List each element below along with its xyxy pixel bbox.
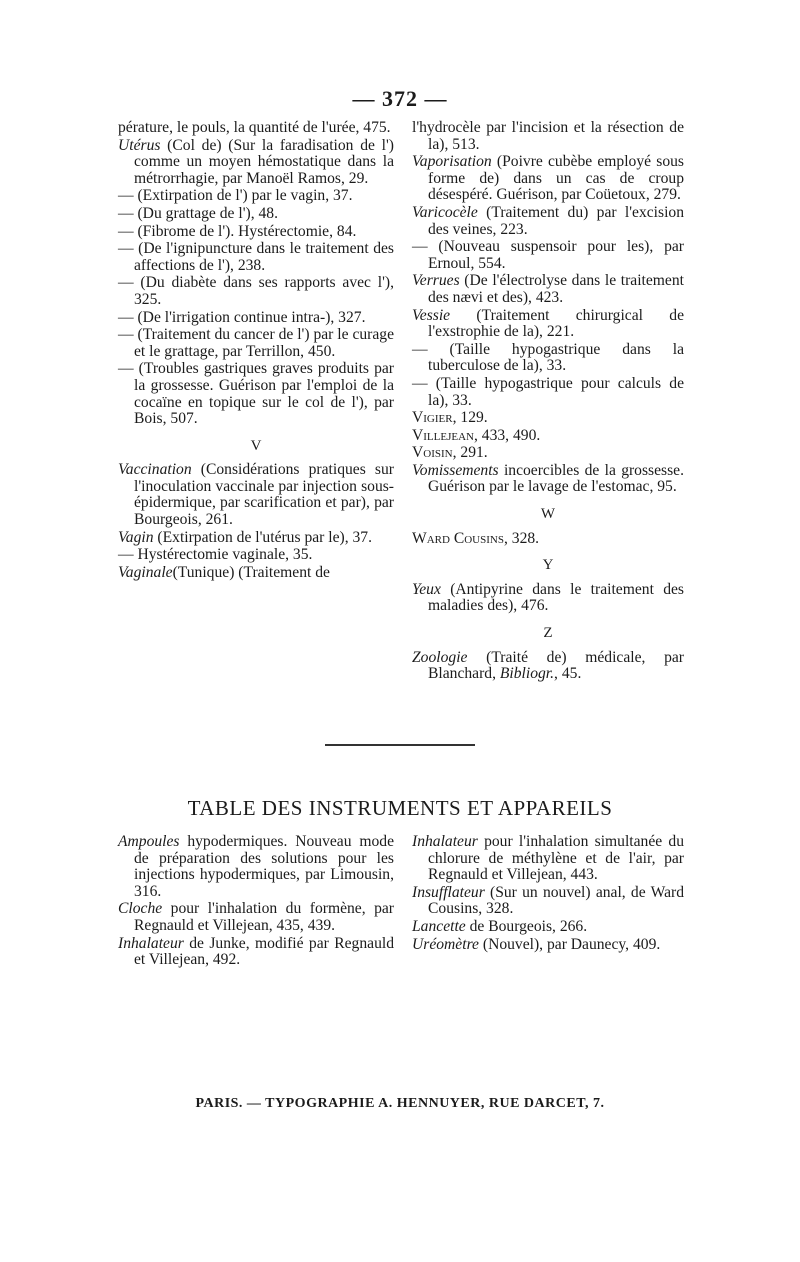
entry-term: Inhalateur (412, 833, 478, 850)
entry-text: de Junke, modifié par Regnauld et Villejean, 492. (134, 934, 394, 969)
entry-term: Utérus (118, 136, 161, 154)
entry-author: Vigier (412, 409, 453, 427)
entry-term: Vaccination (118, 461, 192, 479)
entry-text: — (Nouveau suspensoir pour les), par Ernoul, 554. (412, 238, 684, 272)
index-entry (412, 919, 684, 936)
index-entry (412, 650, 684, 683)
entry-text: incoercibles de la grossesse. Guérison par le lavage de l'estomac, 95. (428, 461, 684, 496)
index-entry (412, 445, 684, 462)
instruments-column-right (412, 834, 684, 954)
entry-term: Verrues (412, 272, 460, 290)
entry-term: Uréomètre (412, 935, 479, 953)
entry-text: pour l'inhalation simultanée du chlorure de méthylène et de l'air, par Regnauld et Villejean, 443. (428, 833, 684, 884)
index-entry (412, 376, 684, 409)
entry-text: (Sur un nouvel) anal, de Ward Cousins, 328. (428, 883, 684, 918)
index-entry (118, 275, 394, 308)
entry-text: (Considérations pratiques sur l'inoculation vaccinale par injection sous-épidermique, par scarification et par), par Bourgeois, 261. (134, 461, 394, 529)
entry-term: Vagin (118, 528, 154, 546)
entry-text: (Col de) (Sur la faradisation de l') comme un moyen hémostatique dans la métrorrhagie, par Manoël Ramos, 29. (134, 136, 394, 187)
entry-term: Bibliogr. (499, 665, 555, 683)
section-letter: W (540, 506, 556, 523)
section-title: TABLE DES INSTRUMENTS ET APPAREILS (187, 796, 613, 820)
entry-term: Yeux (412, 580, 441, 598)
entry-term: Lancette (412, 917, 466, 935)
entry-text: — (Fibrome de l'). Hystérectomie, 84. (118, 222, 357, 240)
section-letter: V (250, 437, 262, 454)
entry-text: (Traitement chirurgical de l'exstrophie de la), 221. (428, 306, 684, 341)
index-column-left (118, 120, 394, 582)
entry-term: Zoologie (412, 648, 468, 666)
index-entry (118, 530, 394, 547)
index-entry (118, 834, 394, 900)
index-entry (412, 410, 684, 427)
entry-text: — (Taille hypogastrique pour calculs de la), 33. (412, 374, 684, 409)
index-entry (412, 154, 684, 204)
index-entry (118, 138, 394, 188)
printer-imprint: PARIS. — TYPOGRAPHIE A. HENNUYER, RUE DARCET, 7. (195, 1096, 605, 1111)
entry-text: , 433, 490. (473, 426, 541, 444)
index-entry (412, 885, 684, 918)
index-entry (412, 342, 684, 375)
index-entry (118, 901, 394, 934)
entry-text: (De l'électrolyse dans le traitement des nævi et des), 423. (428, 272, 684, 306)
entry-text: de Bourgeois, 266. (465, 917, 588, 935)
entry-author: Ward Cousins (412, 529, 504, 547)
index-entry (412, 273, 684, 306)
index-entry (118, 361, 394, 427)
index-entry (412, 120, 684, 153)
index-entry (118, 188, 394, 205)
index-entry (412, 428, 684, 445)
index-entry (118, 547, 394, 564)
entry-term: Insufflateur (412, 883, 485, 901)
entry-text: (Extirpation de l'utérus par le), 37. (153, 528, 372, 546)
index-entry (118, 206, 394, 223)
entry-text: (Antipyrine dans le traitement des maladies des), 476. (428, 580, 684, 615)
entry-text: (Traité de) médicale, par Blanchard, (428, 648, 684, 683)
entry-term: Vaginale (118, 563, 173, 581)
entry-author: Villejean (412, 426, 474, 444)
entry-text: hypodermiques. Nouveau mode de préparation des solutions pour les injections hypodermiques, par Limousin, 316. (134, 833, 394, 900)
section-letter: Y (542, 557, 554, 574)
index-entry (412, 531, 684, 548)
index-entry (118, 241, 394, 274)
entry-text: — (De l'ignipuncture dans le traitement des affections de l'), 238. (118, 240, 394, 274)
entry-text: l'hydrocèle par l'incision et la résection de la), 513. (412, 119, 684, 153)
entry-term: Vessie (412, 306, 451, 324)
index-entry (412, 582, 684, 615)
entry-term: Cloche (118, 900, 163, 918)
entry-text: — (Du grattage de l'), 48. (118, 204, 278, 222)
entry-text: — (Du diabète dans ses rapports avec l'), 325. (118, 274, 394, 308)
entry-text: — Hystérectomie vaginale, 35. (118, 546, 313, 564)
entry-text: , 328. (503, 529, 540, 547)
index-entry (118, 310, 394, 327)
index-entry (118, 462, 394, 528)
entry-text: — (Extirpation de l') par le vagin, 37. (118, 187, 353, 205)
entry-text: , 129. (452, 409, 488, 427)
section-divider (325, 744, 475, 746)
index-column-right (412, 120, 684, 684)
index-entry (118, 120, 394, 137)
entry-text: pérature, le pouls, la quantité de l'urée, 475. (118, 119, 391, 136)
page-number: — 372 — (352, 86, 448, 111)
entry-text: (Nouvel), par Daunecy, 409. (478, 935, 661, 953)
entry-text: — (Traitement du cancer de l') par le curage et le grattage, par Terrillon, 450. (118, 326, 394, 360)
index-entry (118, 327, 394, 360)
index-entry (412, 463, 684, 496)
entry-term: Inhalateur (118, 934, 184, 952)
index-entry (412, 834, 684, 884)
section-letter: Z (543, 625, 553, 642)
entry-text: — (De l'irrigation continue intra-), 327. (118, 308, 366, 326)
entry-author: Voisin (412, 444, 453, 462)
index-entry (118, 565, 394, 582)
entry-text: — (Troubles gastriques graves produits par la grossesse. Guérison par l'emploi de la cocaïne en topique sur le col de l'), par Bois, 507. (118, 360, 394, 428)
entry-text: (Poivre cubèbe employé sous forme de) dans un cas de croup désespéré. Guérison, par Coüetoux, 279. (428, 153, 684, 204)
index-entry (118, 936, 394, 969)
entry-text: (Traitement du) par l'excision des veines, 223. (428, 203, 684, 238)
index-entry (412, 205, 684, 238)
entry-text: (Tunique) (Traitement de (172, 563, 330, 581)
index-entry (118, 224, 394, 241)
index-entry (412, 239, 684, 272)
index-entry (412, 308, 684, 341)
entry-term: Varicocèle (412, 203, 478, 221)
entry-text: , 45. (554, 665, 582, 683)
entry-term: Vomissements (412, 461, 499, 479)
instruments-column-left (118, 834, 394, 970)
entry-text: pour l'inhalation du formène, par Regnauld et Villejean, 435, 439. (134, 900, 394, 934)
entry-text: , 291. (452, 444, 488, 462)
entry-term: Ampoules (118, 833, 180, 850)
entry-term: Vaporisation (412, 153, 492, 171)
index-entry (412, 937, 684, 954)
entry-text: — (Taille hypogastrique dans la tuberculose de la), 33. (412, 340, 684, 375)
